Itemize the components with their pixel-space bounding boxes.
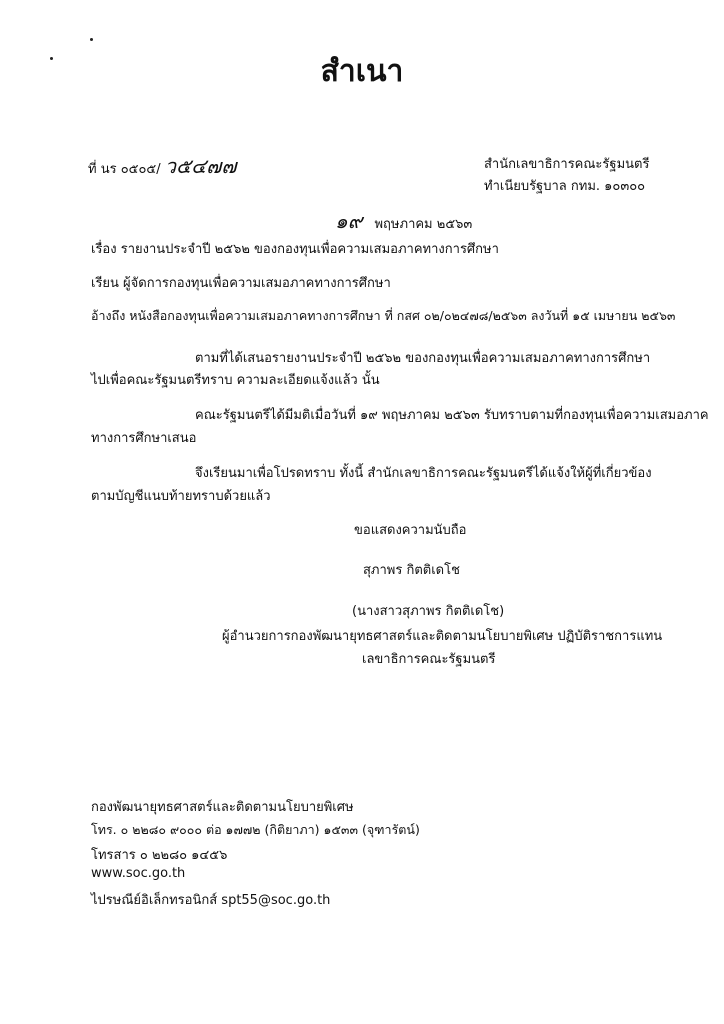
signer-name: (นางสาวสุภาพร กิตติเดโช) bbox=[352, 604, 505, 619]
footer-fax: โทรสาร ๐ ๒๒๘๐ ๑๔๕๖ bbox=[91, 848, 228, 863]
reference-line: อ้างถึง หนังสือกองทุนเพื่อความเสมอภาคทางการศึกษา ที่ กสศ ๐๒/๐๒๔๗๘/๒๕๖๓ ลงวันที่ ๑๕ เมษายน ๒๕๖๓ bbox=[91, 308, 676, 323]
paragraph-1-line-1: ตามที่ได้เสนอรายงานประจำปี ๒๕๖๒ ของกองทุนเพื่อความเสมอภาคทางการศึกษา bbox=[195, 351, 651, 366]
document-date bbox=[335, 205, 472, 237]
paragraph-3-line-2: ตามบัญชีแนบท้ายทราบด้วยแล้ว bbox=[91, 489, 271, 504]
document-title: สำเนา bbox=[320, 54, 404, 89]
closing: ขอแสดงความนับถือ bbox=[354, 523, 467, 538]
signature: สุภาพร กิตติเดโช bbox=[363, 563, 460, 578]
date-text: พฤษภาคม ๒๕๖๓ bbox=[374, 217, 473, 232]
office-line-2: ทำเนียบรัฐบาล กทม. ๑๐๓๐๐ bbox=[484, 179, 646, 194]
date-handwritten: ๑๙ bbox=[335, 209, 363, 233]
subject-line: เรื่อง รายงานประจำปี ๒๕๖๒ ของกองทุนเพื่อความเสมอภาคทางการศึกษา bbox=[91, 242, 499, 257]
reference-prefix: ที่ นร ๐๕๐๕/ bbox=[88, 162, 161, 177]
paragraph-1-line-2: ไปเพื่อคณะรัฐมนตรีทราบ ความละเอียดแจ้งแล้ว นั้น bbox=[91, 373, 380, 388]
salutation-line: เรียน ผู้จัดการกองทุนเพื่อความเสมอภาคทางการศึกษา bbox=[91, 276, 391, 291]
paragraph-2-line-1: คณะรัฐมนตรีได้มีมติเมื่อวันที่ ๑๙ พฤษภาคม ๒๕๖๓ รับทราบตามที่กองทุนเพื่อความเสมอภาค bbox=[195, 408, 709, 423]
footer-email: ไปรษณีย์อิเล็กทรอนิกส์ spt55@soc.go.th bbox=[91, 893, 331, 908]
scan-speck bbox=[90, 38, 93, 41]
footer-division: กองพัฒนายุทธศาสตร์และติดตามนโยบายพิเศษ bbox=[91, 800, 354, 815]
office-line-1: สำนักเลขาธิการคณะรัฐมนตรี bbox=[484, 157, 650, 172]
paragraph-2-line-2: ทางการศึกษาเสนอ bbox=[91, 431, 197, 446]
reference-number bbox=[88, 150, 236, 182]
signer-title-1: ผู้อำนวยการกองพัฒนายุทธศาสตร์และติดตามนโยบายพิเศษ ปฏิบัติราชการแทน bbox=[222, 629, 663, 644]
paragraph-3-line-1: จึงเรียนมาเพื่อโปรดทราบ ทั้งนี้ สำนักเลขาธิการคณะรัฐมนตรีได้แจ้งให้ผู้ที่เกี่ยวข้อง bbox=[195, 466, 652, 481]
signer-title-2: เลขาธิการคณะรัฐมนตรี bbox=[362, 652, 496, 667]
reference-handwritten: ว๕๔๗๗ bbox=[164, 154, 237, 178]
footer-phone: โทร. ๐ ๒๒๘๐ ๙๐๐๐ ต่อ ๑๗๗๒ (กิติยาภา) ๑๕๓๓ (จุฑารัตน์) bbox=[91, 822, 420, 837]
footer-website: www.soc.go.th bbox=[91, 866, 186, 881]
